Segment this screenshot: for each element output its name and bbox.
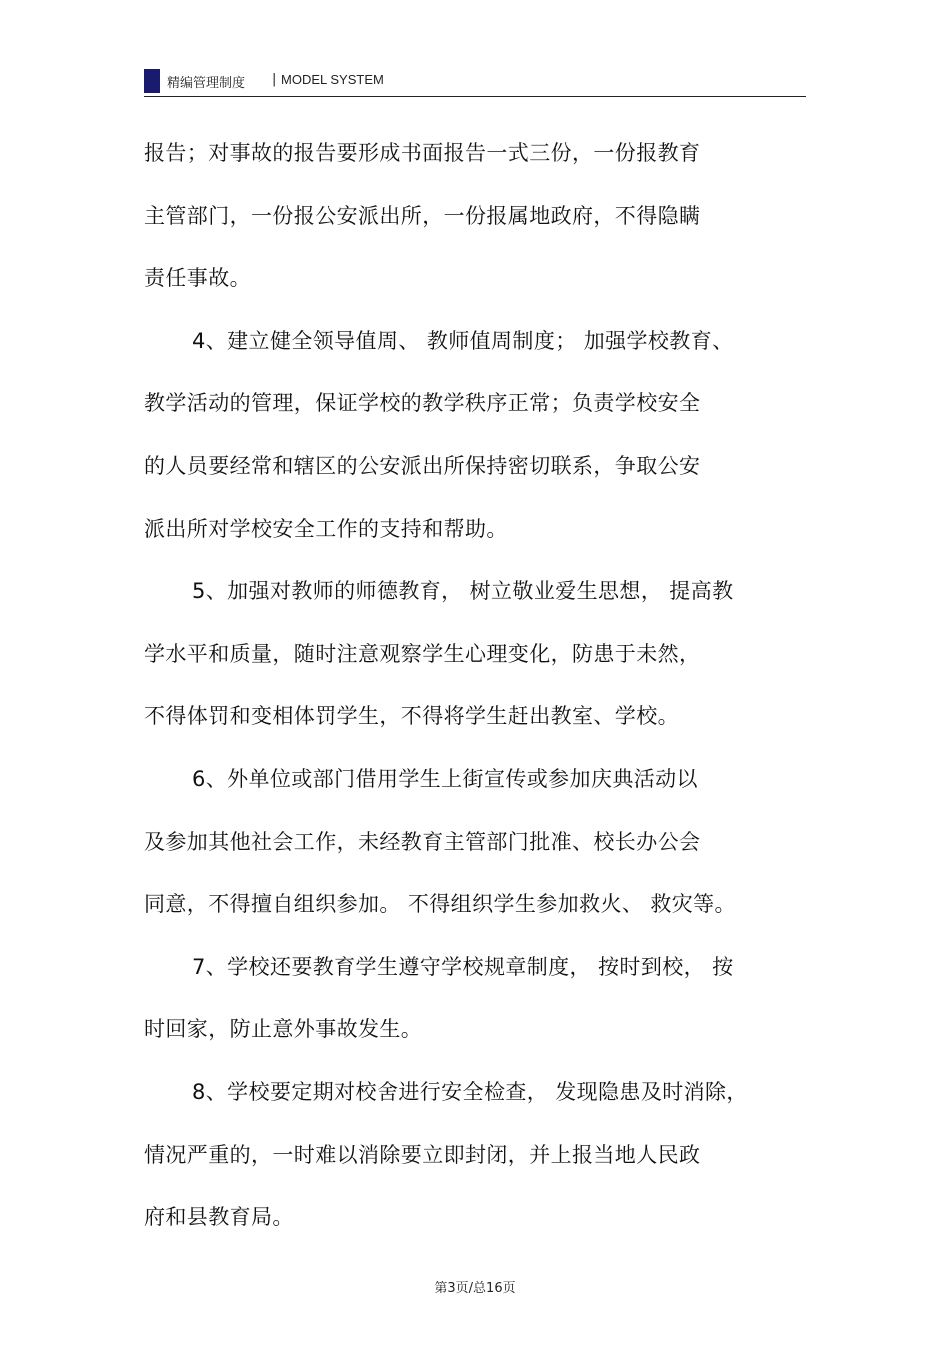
text-line: 情况严重的，一时难以消除要立即封闭，并上报当地人民政 (144, 1142, 701, 1167)
text-line: 府和县教育局。 (144, 1205, 294, 1230)
text-line: 及参加其他社会工作，未经教育主管部门批准、校长办公会 (144, 829, 701, 854)
header-title: 精编管理制度 (167, 76, 246, 91)
text-line: 时回家，防止意外事故发生。 (144, 1017, 423, 1042)
header-model-label: MODEL SYSTEM (281, 72, 384, 87)
text-line: 责任事故。 (144, 266, 251, 291)
text-line: 不得体罚和变相体罚学生，不得将学生赶出教室、学校。 (144, 704, 679, 729)
document-body (144, 122, 824, 1249)
text-line: 教学活动的管理，保证学校的教学秩序正常；负责学校安全 (144, 391, 701, 416)
text-line: 6、外单位或部门借用学生上街宣传或参加庆典活动以 (192, 766, 698, 791)
page-header (144, 66, 806, 97)
text-line: 派出所对学校安全工作的支持和帮助。 (144, 516, 508, 541)
text-line: 5、加强对教师的师德教育， 树立敬业爱生思想， 提高教 (192, 579, 734, 604)
text-line: 7、学校还要教育学生遵守学校规章制度， 按时到校， 按 (192, 954, 734, 979)
header-separator: | (272, 72, 277, 87)
text-line: 学水平和质量，随时注意观察学生心理变化，防患于未然， (144, 641, 701, 666)
text-line: 主管部门，一份报公安派出所，一份报属地政府，不得隐瞒 (144, 203, 701, 228)
logo-icon (144, 69, 160, 93)
text-line: 同意，不得擅自组织参加。 不得组织学生参加救火、 救灾等。 (144, 892, 736, 917)
text-line: 报告；对事故的报告要形成书面报告一式三份，一份报教育 (144, 141, 701, 165)
text-line: 8、学校要定期对校舍进行安全检查， 发现隐患及时消除， (192, 1079, 748, 1104)
text-line: 4、建立健全领导值周、 教师值周制度； 加强学校教育、 (192, 328, 734, 353)
text-line: 的人员要经常和辖区的公安派出所保持密切联系，争取公安 (144, 453, 701, 478)
page-footer: 第3页/总16页 (434, 1281, 516, 1296)
